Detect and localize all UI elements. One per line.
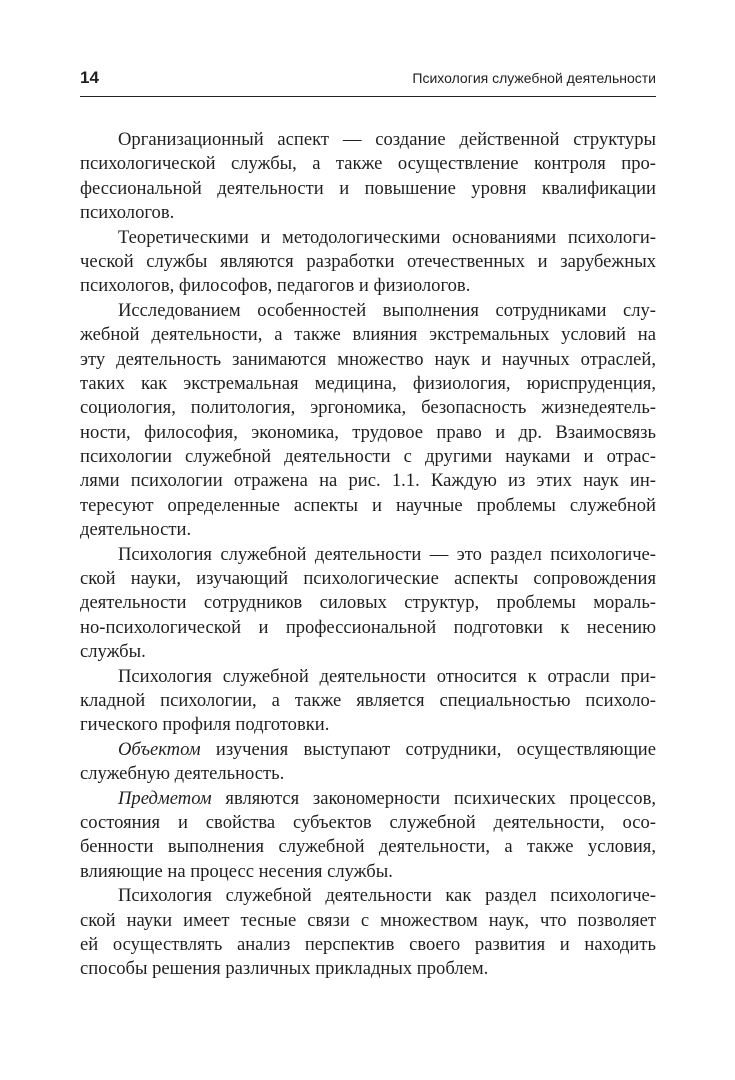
text-line: деятельности сотрудников силовых структур, проблемы мораль- [80,592,656,614]
text-line: Психология служебной деятельности как раздел психологиче- [118,885,656,907]
text-line: бенности выполнения служебной деятельности, а также условия, [80,836,656,858]
text-line: ей осуществлять анализ перспектив своего развития и находить [80,933,656,955]
text-line: ской науки имеет тесные связи с множеством наук, что позволяет [80,909,656,931]
paragraph-definition [80,543,656,665]
paragraph-object [80,738,656,787]
text-fragment: являются закономерности психических процессов, [211,787,656,809]
text-line: ности, философия, экономика, трудовое право и др. Взаимосвязь [80,421,656,443]
text-line: служебную деятельность. [80,763,285,785]
text-line: психологической службы, а также осуществление контроля про- [80,153,656,175]
text-line: влияющие на процесс несения службы. [80,860,393,882]
text-line: психологов, философов, педагогов и физиологов. [80,275,471,297]
page-number: 14 [80,68,99,87]
page-header [80,66,656,97]
emphasis-term: Предметом [118,787,212,809]
text-line: тересуют определенные аспекты и научные проблемы служебной [80,494,656,516]
paragraph-organizational-aspect [80,128,656,226]
text-line: службы. [80,641,146,663]
text-line: деятельности. [80,519,192,541]
text-line: Психология служебной деятельности — это раздел психологиче- [118,543,656,565]
text-line: жебной деятельности, а также влияния экстремальных условий на [80,324,656,346]
paragraph-subject [80,787,656,885]
text-line: эту деятельность занимаются множество наук и научных отраслей, [80,348,656,370]
text-line: Психология служебной деятельности относится к отрасли при- [118,665,656,687]
text-line: фессиональной деятельности и повышение уровня квалификации [80,177,656,199]
paragraph-theoretical-basis [80,226,656,299]
paragraph-connections [80,884,656,982]
text-line: гического профиля подготовки. [80,714,330,736]
text-line: ческой службы являются разработки отечественных и зарубежных [80,250,656,272]
text-line [80,738,656,762]
text-line: Исследованием особенностей выполнения сотрудниками слу- [118,299,656,321]
text-line: психологов. [80,202,175,224]
text-fragment: изучения выступают сотрудники, осуществляющие [200,738,656,760]
text-line: таких как экстремальная медицина, физиология, юриспруденция, [80,372,656,394]
text-line [80,787,656,811]
text-line: лями психологии отражена на рис. 1.1. Каждую из этих наук ин- [80,470,656,492]
text-line: ской науки, изучающий психологические аспекты сопровождения [80,568,656,590]
text-line: состояния и свойства субъектов служебной деятельности, осо- [80,811,656,833]
running-title: Психология служебной деятельности [412,70,656,86]
text-line: социология, политология, эргономика, безопасность жизнедеятель- [80,397,656,419]
text-line: психологии служебной деятельности с другими науками и отрас- [80,446,656,468]
text-line: Теоретическими и методологическими основаниями психологи- [118,226,656,248]
paragraph-applied-branch [80,665,656,738]
emphasis-term: Объектом [118,738,201,760]
paragraph-related-sciences [80,299,656,543]
body-text [80,128,656,982]
text-line: Организационный аспект — создание действенной структуры [118,129,656,150]
text-line: способы решения различных прикладных проблем. [80,958,489,980]
text-line: но-психологической и профессиональной подготовки к несению [80,616,656,638]
text-line: кладной психологии, а также является специальностью психоло- [80,689,656,711]
